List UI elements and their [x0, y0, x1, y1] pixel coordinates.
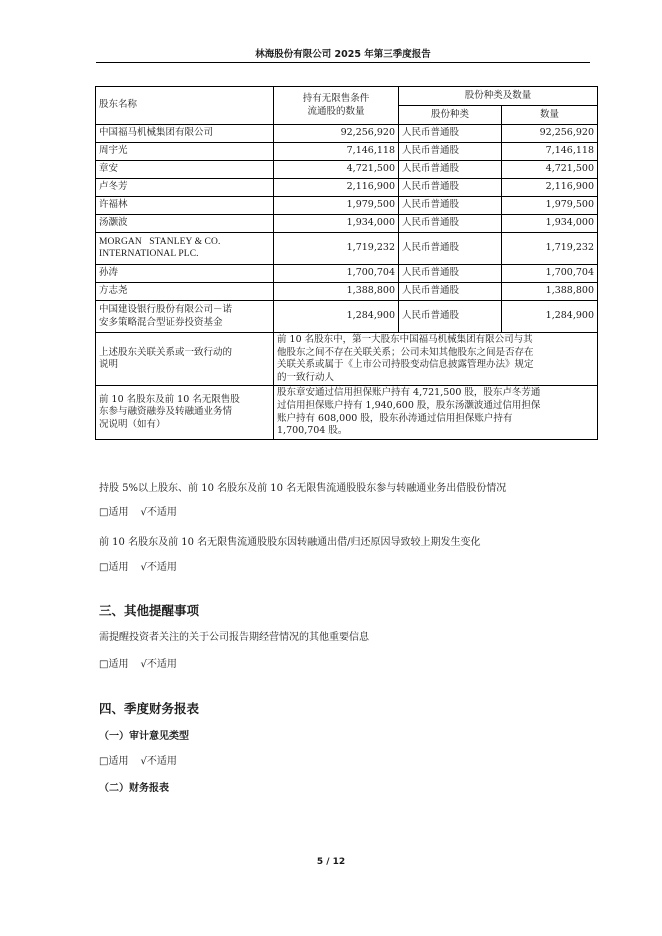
- unrestricted-shares: 4,721,500: [274, 161, 399, 179]
- section3-options: [99, 655, 177, 670]
- share-qty: 1,700,704: [502, 265, 598, 283]
- margin-trading-text-line1: 股东章安通过信用担保账户持有 4,721,500 股，股东卢冬芳通: [277, 387, 541, 399]
- unrestricted-shares: 92,256,920: [274, 125, 399, 143]
- shareholder-name: 方志尧: [96, 283, 274, 301]
- section3-heading: 三、其他提醒事项: [99, 603, 200, 618]
- margin-trading-label-line3: 况说明（如有）: [99, 418, 166, 430]
- section4-sub2: （二）财务报表: [99, 783, 169, 794]
- section4-options: [99, 752, 177, 767]
- change-title: 前 10 名股东及前 10 名无限售流通股股东因转融通出借/归还原因导致较上期发生变化: [99, 537, 481, 548]
- margin-trading-label-line1: 前 10 名股东及前 10 名无限售股: [99, 393, 240, 405]
- lending-options: [99, 503, 177, 518]
- related-party-label-line2: 说明: [99, 359, 119, 371]
- share-type: 人民币普通股: [399, 161, 502, 179]
- margin-trading-row: [96, 386, 598, 439]
- shareholder-name: 卢冬芳: [96, 179, 274, 197]
- unrestricted-shares: 1,934,000: [274, 215, 399, 233]
- table-row: [96, 233, 598, 265]
- section3-text: 需提醒投资者关注的关于公司报告期经营情况的其他重要信息: [99, 632, 369, 643]
- share-type: 人民币普通股: [399, 283, 502, 301]
- section3-option-apply: □适用: [99, 659, 129, 670]
- related-party-text-line1: 前 10 名股东中，第一大股东中国福马机械集团有限公司与其: [277, 334, 533, 345]
- unrestricted-shares: 1,719,232: [274, 233, 399, 265]
- report-header-title: 林海股份有限公司 2025 年第三季度报告: [255, 49, 431, 60]
- share-qty: 1,934,000: [502, 215, 598, 233]
- table-row: [96, 125, 598, 143]
- unrestricted-shares: 2,116,900: [274, 179, 399, 197]
- section4-sub1: （一）审计意见类型: [99, 731, 189, 742]
- shareholder-name: [96, 233, 274, 265]
- change-option-apply: □适用: [99, 562, 129, 573]
- shareholder-name-line1: 中国建设银行股份有限公司－诺: [99, 303, 233, 315]
- share-qty: 7,146,118: [502, 143, 598, 161]
- share-qty: 1,979,500: [502, 197, 598, 215]
- related-party-label: [96, 333, 274, 386]
- table-row: [96, 301, 598, 333]
- lending-option-apply: □适用: [99, 507, 129, 518]
- related-party-label-line1: 上述股东关联关系或一致行动的: [99, 346, 233, 358]
- share-type: 人民币普通股: [399, 233, 502, 265]
- shareholder-name-line2: INTERNATIONAL PLC.: [99, 248, 199, 259]
- share-qty: 4,721,500: [502, 161, 598, 179]
- lending-option-not-applicable: √不适用: [140, 507, 177, 518]
- section4-option-not-applicable: √不适用: [140, 756, 177, 767]
- change-option-not-applicable: √不适用: [140, 562, 177, 573]
- table-row: [96, 215, 598, 233]
- shareholder-name: 孙涛: [96, 265, 274, 283]
- table-row: [96, 197, 598, 215]
- shareholder-name: [96, 301, 274, 333]
- margin-trading-label: [96, 386, 274, 439]
- header-unrestricted-line1: 持有无限售条件: [302, 92, 370, 104]
- related-party-text-line4: 的一致行动人: [277, 371, 335, 383]
- header-unrestricted-line2: 流通股的数量: [307, 105, 365, 117]
- share-type: 人民币普通股: [399, 301, 502, 333]
- share-type: 人民币普通股: [399, 125, 502, 143]
- margin-trading-label-line2: 东参与融资融券及转融通业务情: [99, 406, 233, 418]
- page-number: 5 / 12: [316, 857, 346, 867]
- margin-trading-text-line3: 账户持有 608,000 股，股东孙涛通过信用担保账户持有: [277, 412, 513, 424]
- unrestricted-shares: 1,979,500: [274, 197, 399, 215]
- share-qty: 1,284,900: [502, 301, 598, 333]
- shareholder-name: 周宇光: [96, 143, 274, 161]
- header-share-class-group: 股份种类及数量: [399, 87, 598, 106]
- header-shareholder-name: 股东名称: [96, 87, 274, 125]
- unrestricted-shares: 7,146,118: [274, 143, 399, 161]
- shareholder-name: 中国福马机械集团有限公司: [96, 125, 274, 143]
- header-share-qty: 数量: [502, 106, 598, 125]
- section4-heading: 四、季度财务报表: [99, 701, 200, 716]
- margin-trading-text-line4: 1,700,704 股。: [277, 425, 348, 437]
- shareholder-name: 章安: [96, 161, 274, 179]
- share-qty: 2,116,900: [502, 179, 598, 197]
- unrestricted-shares: 1,700,704: [274, 265, 399, 283]
- related-party-row: [96, 333, 598, 386]
- share-type: 人民币普通股: [399, 197, 502, 215]
- share-type: 人民币普通股: [399, 215, 502, 233]
- header-rule: [96, 62, 590, 63]
- related-party-text-line3: 关联关系或属于《上市公司持股变动信息披露管理办法》规定: [277, 359, 534, 371]
- lending-title: 持股 5%以上股东、前 10 名股东及前 10 名无限售流通股股东参与转融通业务出借股份情况: [99, 483, 507, 494]
- table-row: [96, 265, 598, 283]
- shareholder-name-line1: MORGAN STANLEY & CO.: [99, 237, 221, 247]
- table-row: [96, 161, 598, 179]
- margin-trading-text: [274, 386, 598, 439]
- section4-option-apply: □适用: [99, 756, 129, 767]
- unrestricted-shares: 1,388,800: [274, 283, 399, 301]
- change-options: [99, 558, 177, 573]
- shareholder-name: 汤灏波: [96, 215, 274, 233]
- share-type: 人民币普通股: [399, 143, 502, 161]
- top-shareholders-table: [95, 86, 598, 440]
- table-row: [96, 143, 598, 161]
- share-qty: 1,719,232: [502, 233, 598, 265]
- unrestricted-shares: 1,284,900: [274, 301, 399, 333]
- related-party-text: [274, 333, 598, 386]
- header-share-type: 股份种类: [399, 106, 502, 125]
- related-party-text-line2: 他股东之间不存在关联关系；公司未知其他股东之间是否存在: [277, 346, 534, 358]
- margin-trading-text-line2: 过信用担保账户持有 1,940,600 股，股东汤灏波通过信用担保: [277, 399, 541, 411]
- section3-option-not-applicable: √不适用: [140, 659, 177, 670]
- shareholder-name-line2: 安多策略混合型证券投资基金: [99, 316, 223, 328]
- table-row: [96, 283, 598, 301]
- share-qty: 92,256,920: [502, 125, 598, 143]
- shareholder-name: 许福林: [96, 197, 274, 215]
- share-type: 人民币普通股: [399, 265, 502, 283]
- header-unrestricted-shares: [274, 87, 399, 125]
- share-type: 人民币普通股: [399, 179, 502, 197]
- table-row: [96, 179, 598, 197]
- share-qty: 1,388,800: [502, 283, 598, 301]
